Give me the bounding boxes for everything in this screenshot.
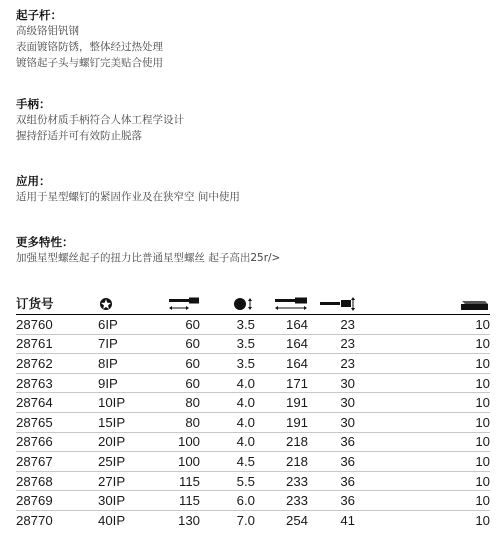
- package-qty-icon: [460, 297, 490, 311]
- blade-length-cell: 115: [148, 491, 200, 511]
- handle-diameter-cell: 36: [308, 471, 355, 491]
- tip-size-cell: 15IP: [98, 412, 148, 432]
- section-line: 适用于星型螺钉的紧固作业及在狭窄空 间中使用: [16, 191, 240, 203]
- package-qty-cell: 10: [355, 354, 490, 374]
- table-row: [16, 315, 490, 335]
- blade-length-cell: 60: [148, 373, 200, 393]
- table-row: [16, 393, 490, 413]
- order-number-cell: 28765: [16, 412, 98, 432]
- blade-length-cell: 80: [148, 393, 200, 413]
- package-qty-cell: 10: [355, 373, 490, 393]
- handle-diameter-header: [308, 292, 355, 315]
- section-line: 双组份材质手柄符合人体工程学设计: [16, 114, 184, 126]
- order-number-cell: 28761: [16, 334, 98, 354]
- section-line: 表面镀铬防锈，整体经过热处理: [16, 41, 163, 53]
- order-number-cell: 28766: [16, 432, 98, 452]
- table-row: [16, 334, 490, 354]
- section-features: [16, 235, 280, 266]
- handle-diameter-cell: 30: [308, 373, 355, 393]
- overall-length-header: [255, 292, 308, 315]
- handle-diameter-cell: 36: [308, 452, 355, 472]
- package-qty-cell: 10: [355, 334, 490, 354]
- table-row: [16, 354, 490, 374]
- package-qty-cell: 10: [355, 471, 490, 491]
- section-shaft: [16, 8, 163, 71]
- handle-diameter-cell: 36: [308, 491, 355, 511]
- blade-diameter-cell: 4.0: [200, 373, 255, 393]
- blade-length-header: [148, 292, 200, 315]
- tip-size-cell: 20IP: [98, 432, 148, 452]
- section-heading: 起子杆：: [16, 8, 62, 22]
- package-qty-cell: 10: [355, 452, 490, 472]
- handle-diameter-cell: 23: [308, 315, 355, 335]
- order-number-cell: 28770: [16, 512, 53, 528]
- section-heading: 手柄：: [16, 97, 51, 111]
- order-number-cell: 28769: [16, 491, 98, 511]
- blade-diameter-icon: [233, 297, 255, 311]
- section-heading: 应用：: [16, 174, 51, 188]
- tip-size-cell: 6IP: [98, 315, 148, 335]
- overall-length-cell: 164: [255, 315, 308, 335]
- overall-length-cell: 191: [255, 393, 308, 413]
- section-line: 加强星型螺丝起子的扭力比普通星型螺丝 起子高出25r/>: [16, 252, 281, 264]
- table-row: [16, 491, 490, 511]
- tip-size-cell: 7IP: [98, 334, 148, 354]
- blade-diameter-cell: 3.5: [200, 354, 255, 374]
- handle-diameter-cell: 41: [340, 512, 355, 528]
- table-row: [16, 471, 490, 491]
- package-qty-cell: 10: [355, 393, 490, 413]
- order-number-cell: 28764: [16, 393, 98, 413]
- section-line: 高级铬钼钒钢: [16, 25, 79, 37]
- handle-diameter-cell: 36: [308, 432, 355, 452]
- blade-diameter-cell: 6.0: [200, 491, 255, 511]
- overall-length-cell: 171: [255, 373, 308, 393]
- blade-diameter-cell: 3.5: [200, 334, 255, 354]
- section-line: 镀铬起子头与螺钉完美贴合使用: [16, 57, 163, 69]
- order-number-cell: 28763: [16, 373, 98, 393]
- tip-size-cell: 10IP: [98, 393, 148, 413]
- blade-diameter-header: [200, 292, 255, 315]
- handle-diameter-cell: 23: [308, 354, 355, 374]
- handle-diameter-icon: [319, 297, 355, 311]
- package-qty-header: [355, 292, 490, 315]
- section-line: 握持舒适并可有效防止脱落: [16, 130, 142, 142]
- order-number-cell: 28768: [16, 471, 98, 491]
- section-application: [16, 174, 240, 205]
- table-row: [16, 452, 490, 472]
- table-row: [16, 373, 490, 393]
- torx-tip-icon: [98, 297, 114, 311]
- spec-table: [16, 292, 490, 530]
- tip-size-cell: 25IP: [98, 452, 148, 472]
- handle-diameter-cell: 30: [308, 393, 355, 413]
- blade-length-cell: 100: [148, 452, 200, 472]
- order-number-cell: 28760: [16, 315, 98, 335]
- overall-length-cell: 233: [255, 491, 308, 511]
- overall-length-cell: 233: [255, 471, 308, 491]
- overall-length-cell: 218: [255, 432, 308, 452]
- handle-diameter-cell: 30: [308, 412, 355, 432]
- section-handle: [16, 97, 184, 144]
- overall-length-cell: 164: [255, 354, 308, 374]
- blade-diameter-cell: 4.0: [200, 432, 255, 452]
- blade-length-icon: [168, 297, 200, 311]
- overall-length-icon: [274, 297, 308, 311]
- package-qty-cell: 10: [355, 491, 490, 511]
- overall-length-cell: 254: [285, 512, 308, 528]
- order-number-header: 订货号: [16, 292, 98, 315]
- table-row: [16, 510, 490, 529]
- tip-size-cell: 8IP: [98, 354, 148, 374]
- blade-diameter-cell: 3.5: [200, 315, 255, 335]
- blade-diameter-cell: 4.5: [200, 452, 255, 472]
- package-qty-cell: 10: [475, 512, 490, 528]
- package-qty-cell: 10: [355, 432, 490, 452]
- package-qty-cell: 10: [355, 315, 490, 335]
- order-number-cell: 28767: [16, 452, 98, 472]
- blade-diameter-cell: 7.0: [236, 512, 255, 528]
- tip-size-cell: 27IP: [98, 471, 148, 491]
- table-row: [16, 412, 490, 432]
- blade-diameter-cell: 4.0: [200, 393, 255, 413]
- blade-diameter-cell: 5.5: [200, 471, 255, 491]
- torx-tip-header: [98, 292, 148, 315]
- overall-length-cell: 191: [255, 412, 308, 432]
- blade-length-cell: 115: [148, 471, 200, 491]
- section-heading: 更多特性：: [16, 235, 74, 249]
- table-row: [16, 432, 490, 452]
- order-number-cell: 28762: [16, 354, 98, 374]
- blade-length-cell: 60: [148, 354, 200, 374]
- tip-size-cell: 40IP: [98, 512, 126, 528]
- blade-length-cell: 100: [148, 432, 200, 452]
- blade-length-cell: 130: [177, 512, 200, 528]
- table-header-row: [16, 292, 490, 315]
- overall-length-cell: 164: [255, 334, 308, 354]
- blade-length-cell: 60: [148, 334, 200, 354]
- blade-length-cell: 60: [148, 315, 200, 335]
- tip-size-cell: 9IP: [98, 373, 148, 393]
- tip-size-cell: 30IP: [98, 491, 148, 511]
- overall-length-cell: 218: [255, 452, 308, 472]
- handle-diameter-cell: 23: [308, 334, 355, 354]
- blade-diameter-cell: 4.0: [200, 412, 255, 432]
- blade-length-cell: 80: [148, 412, 200, 432]
- package-qty-cell: 10: [355, 412, 490, 432]
